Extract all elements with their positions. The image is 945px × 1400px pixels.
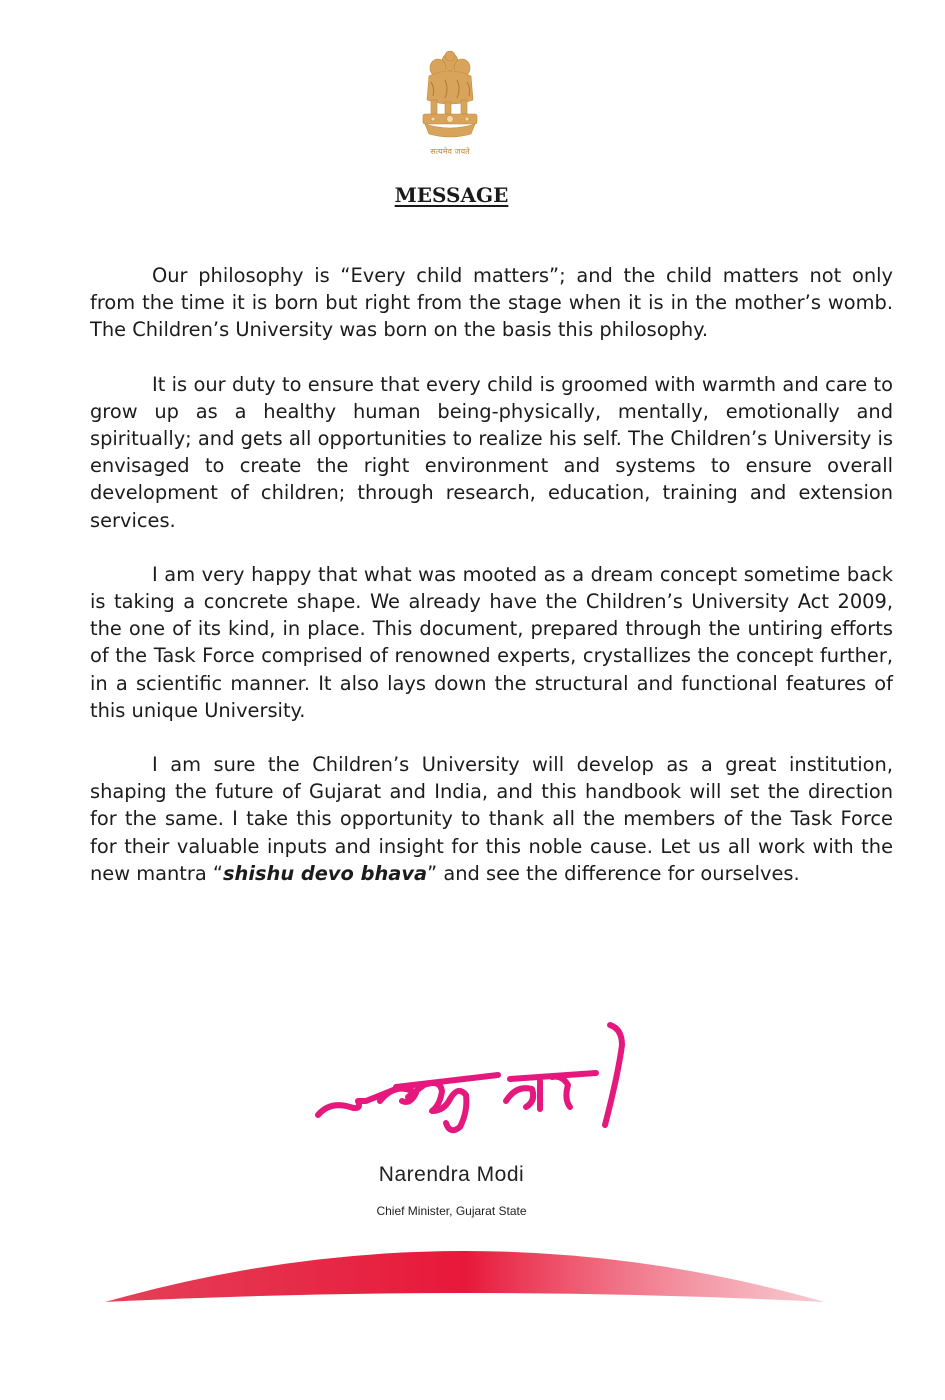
handwritten-signature-icon [300,1015,645,1150]
paragraph-4-end: ” and see the difference for ourselves. [427,861,800,885]
emblem-motto: सत्यमेव जयते [430,147,470,156]
paragraph-4-text: I am sure the Children’s University will develop as a great institution, shaping the future of Gujarat and India, and this handbook will set the direction for the same. I take this opportunity to thank all the members of the Task Force for their valuable inputs and insight for this noble cause. Let us all work with the new mantra “ [90,753,893,885]
signatory-name: Narendra Modi [378,1163,525,1186]
paragraph-1: Our philosophy is “Every child matters”; and the child matters not only from the time it is born but right from the stage when it is in the mother’s womb. The Children’s University was born on the basis this philosophy. [90,264,893,342]
signatory-title: Chief Minister, Gujarat State [376,1204,527,1218]
decorative-red-arc [105,1238,825,1308]
message-body [90,262,893,914]
page-title: MESSAGE [394,183,509,207]
mantra-text: shishu devo bhava [222,861,428,885]
paragraph-2: It is our duty to ensure that every child is groomed with warmth and care to grow up as a healthy human being-physically, mentally, emotionally and spiritually; and gets all opportunities to realize his self. The Children’s University is envisaged to create the right environment and systems to ensure overall development of children; through research, education, training and extension services. [90,372,893,532]
paragraph-4 [90,751,893,887]
paragraph-3: I am very happy that what was mooted as a dream concept sometime back is taking a concrete shape. We already have the Children’s University Act 2009, the one of its kind, in place. This document, prepared through the untiring efforts of the Task Force comprised of renowned experts, crystallizes the concept further, in a scientific manner. It also lays down the structural and functional features of this unique University. [90,562,893,722]
